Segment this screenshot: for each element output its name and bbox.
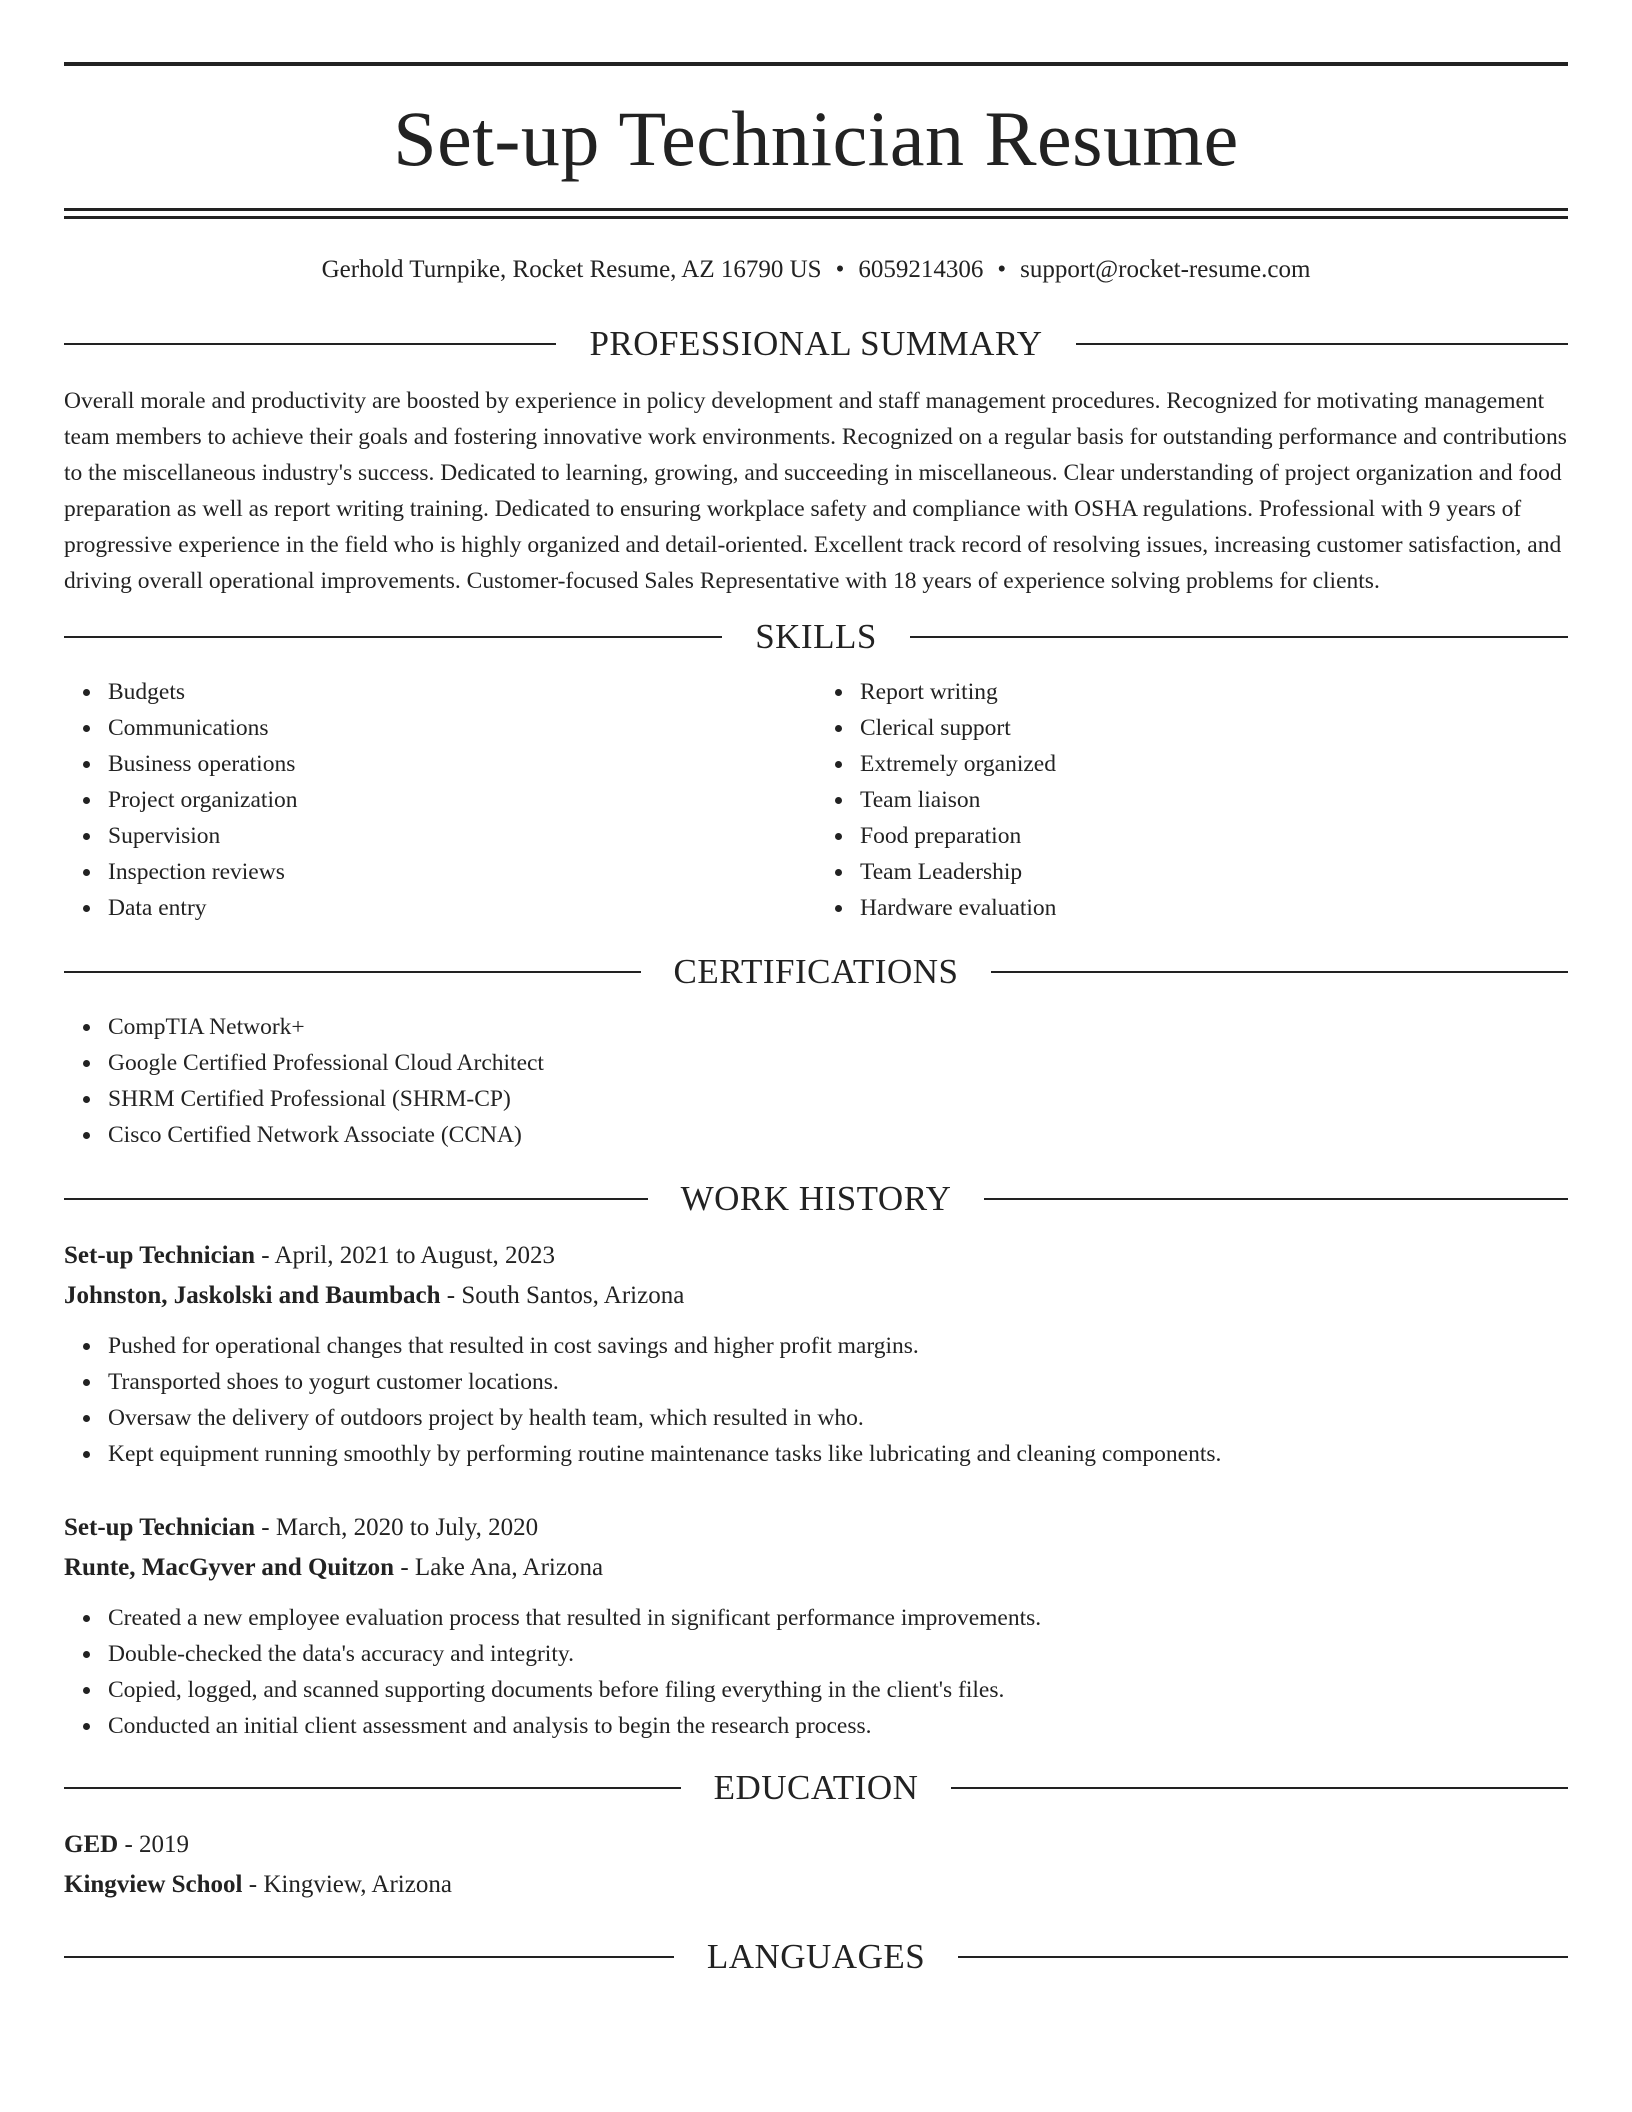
section-rule [1076,343,1568,345]
job-title-line [64,1508,1568,1548]
education-degree: GED [64,1831,119,1858]
job-bullet: Conducted an initial client assessment and analysis to begin the research process. [108,1708,1568,1744]
skill-item: Project organization [108,782,816,818]
job-title-line [64,1236,1568,1276]
job-bullet: Transported shoes to yogurt customer locations. [108,1364,1568,1400]
section-rule [64,971,641,973]
resume-title: Set-up Technician Resume [393,95,1239,182]
skill-item: Hardware evaluation [860,890,1568,926]
education-school-line [64,1865,1568,1905]
section-header-work-history [64,1181,1568,1216]
skills-column-right [816,674,1568,926]
certification-item: Google Certified Professional Cloud Architect [108,1045,1568,1081]
contact-phone: 6059214306 [858,256,984,283]
skill-item: Report writing [860,674,1568,710]
education-school: Kingview School [64,1871,243,1898]
section-rule [64,1787,681,1789]
job-bullets [64,1600,1568,1744]
section-header-skills [64,619,1568,654]
contact-email: support@rocket-resume.com [1020,256,1311,283]
section-rule [64,1956,674,1958]
section-header-education [64,1770,1568,1805]
section-rule [64,343,556,345]
job-title: Set-up Technician [64,1242,256,1269]
job-company: Runte, MacGyver and Quitzon [64,1554,395,1581]
job-bullet: Created a new employee evaluation process that resulted in significant performance improvements. [108,1600,1568,1636]
top-rule [64,62,1568,66]
section-header-languages [64,1939,1568,1974]
job-location: - Lake Ana, Arizona [394,1554,604,1581]
job-location: - South Santos, Arizona [440,1282,685,1309]
section-rule [951,1787,1568,1789]
contact-address: Gerhold Turnpike, Rocket Resume, AZ 16790 US [321,256,822,283]
contact-line [64,257,1568,282]
section-header-summary [64,326,1568,361]
section-rule [991,971,1568,973]
job-company-line [64,1276,1568,1316]
section-title: PROFESSIONAL SUMMARY [589,324,1043,363]
section-title: LANGUAGES [706,1937,926,1976]
title-double-rule [64,208,1568,219]
education-degree-line [64,1825,1568,1865]
education-location: - Kingview, Arizona [242,1871,452,1898]
skill-item: Data entry [108,890,816,926]
section-title: SKILLS [755,617,877,656]
job-title: Set-up Technician [64,1514,256,1541]
skill-item: Food preparation [860,818,1568,854]
skill-item: Communications [108,710,816,746]
job-dates: - April, 2021 to August, 2023 [255,1242,556,1269]
skill-item: Team Leadership [860,854,1568,890]
contact-separator: • [835,256,845,283]
skill-item: Extremely organized [860,746,1568,782]
skill-item: Clerical support [860,710,1568,746]
job-bullet: Pushed for operational changes that resulted in cost savings and higher profit margins. [108,1328,1568,1364]
job-bullet: Double-checked the data's accuracy and integrity. [108,1636,1568,1672]
skills-list [64,674,1568,926]
skill-item: Supervision [108,818,816,854]
education-year: - 2019 [118,1831,190,1858]
section-rule [910,636,1568,638]
job-company-line [64,1548,1568,1588]
skill-item: Budgets [108,674,816,710]
job-bullets [64,1328,1568,1472]
section-title: EDUCATION [713,1768,919,1807]
job-entry [64,1508,1568,1744]
skill-item: Team liaison [860,782,1568,818]
job-dates: - March, 2020 to July, 2020 [255,1514,539,1541]
certification-item: SHRM Certified Professional (SHRM-CP) [108,1081,1568,1117]
job-bullet: Copied, logged, and scanned supporting documents before filing everything in the client's files. [108,1672,1568,1708]
job-bullet: Oversaw the delivery of outdoors project by health team, which resulted in who. [108,1400,1568,1436]
certification-item: CompTIA Network+ [108,1009,1568,1045]
certifications-list [64,1009,1568,1153]
section-rule [958,1956,1568,1958]
skill-item: Business operations [108,746,816,782]
section-title: CERTIFICATIONS [673,952,959,991]
section-rule [64,1198,648,1200]
job-bullet: Kept equipment running smoothly by performing routine maintenance tasks like lubricating and cleaning components. [108,1436,1568,1472]
job-company: Johnston, Jaskolski and Baumbach [64,1282,441,1309]
certification-item: Cisco Certified Network Associate (CCNA) [108,1117,1568,1153]
section-header-certifications [64,954,1568,989]
section-rule [64,636,722,638]
section-rule [984,1198,1568,1200]
summary-paragraph: Overall morale and productivity are boosted by experience in policy development and staff management procedures. Recognized for motivating management team members to achieve their goals and fostering innovative work environments. Recognized on a regular basis for outstanding performance and contributions to the miscellaneous industry's success. Dedicated to learning, growing, and succeeding in miscellaneous. Clear understanding of project organization and food preparation as well as report writing training. Dedicated to ensuring workplace safety and compliance with OSHA regulations. Professional with 9 years of progressive experience in the field who is highly organized and detail-oriented. Excellent track record of resolving issues, increasing customer satisfaction, and driving overall operational improvements. Customer-focused Sales Representative with 18 years of experience solving problems for clients. [64,388,1567,594]
contact-separator: • [997,256,1007,283]
skills-column-left [64,674,816,926]
education-entry [64,1825,1568,1905]
skill-item: Inspection reviews [108,854,816,890]
section-title: WORK HISTORY [680,1179,952,1218]
job-entry [64,1236,1568,1472]
